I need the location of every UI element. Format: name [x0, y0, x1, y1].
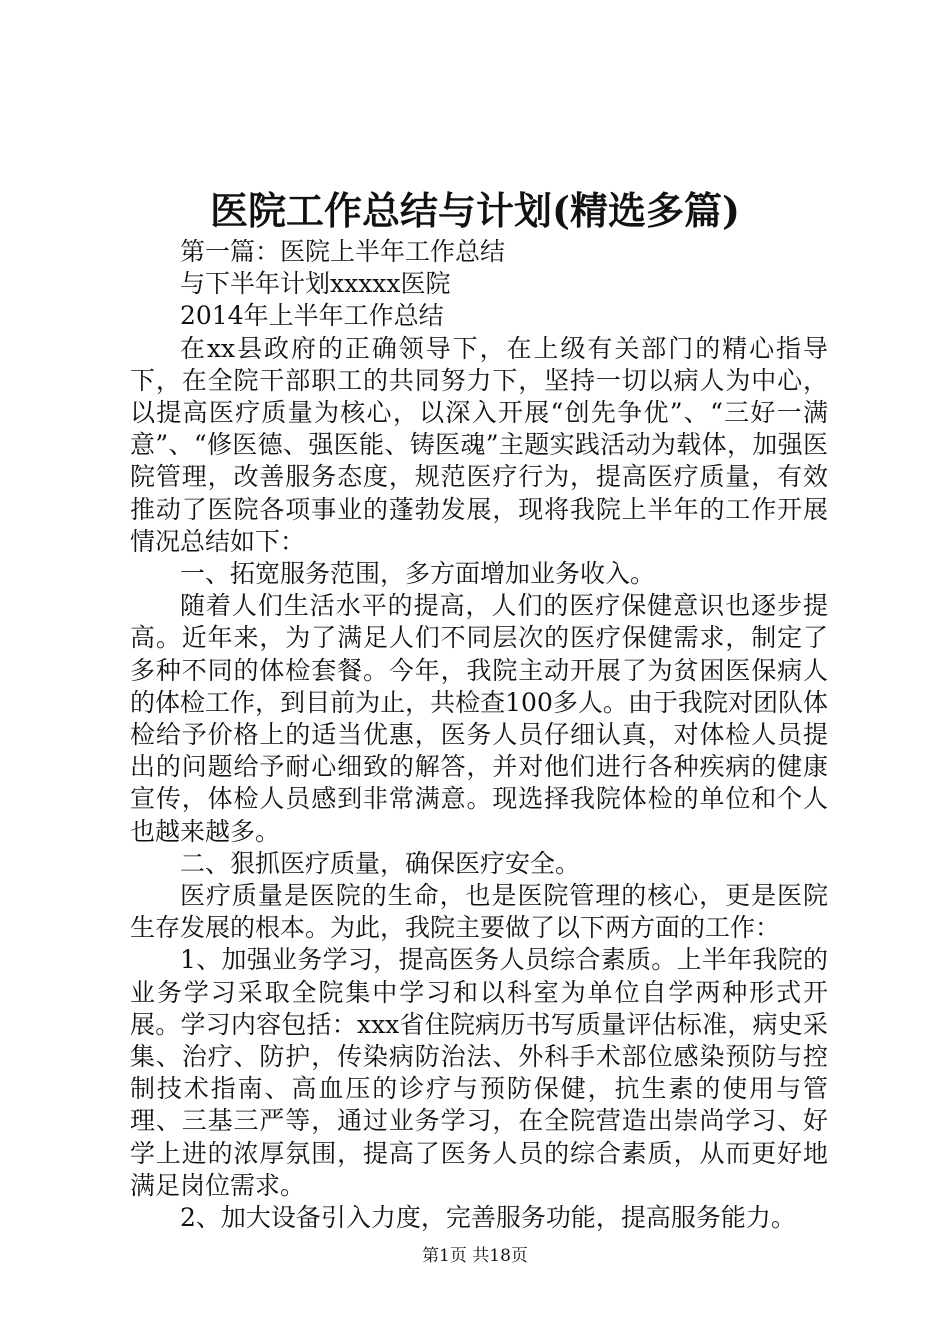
paragraph-section-1: 随着人们生活水平的提高，人们的医疗保健意识也逐步提高。近年来，为了满足人们不同层次的医疗保健需求，制定了多种不同的体检套餐。今年，我院主动开展了为贫困医保病人的体检工作，到目前为止，共检查100多人。由于我院对团队体检给予价格上的适当优惠，医务人员仔细认真，对体检人员提出的问题给予耐心细致的解答，并对他们进行各种疾病的健康宣传，体检人员感到非常满意。现选择我院体检的单位和个人也越来越多。	[130, 591, 828, 846]
paragraph-heading-3: 2014年上半年工作总结	[180, 301, 444, 331]
paragraph-section-2: 医疗质量是医院的生命，也是医院管理的核心，更是医院生存发展的根本。为此，我院主要做了以下两方面的工作：	[130, 881, 828, 943]
paragraph-heading-2: 与下半年计划xxxxx医院	[180, 269, 451, 299]
paragraph-item-1: 1、加强业务学习，提高医务人员综合素质。上半年我院的业务学习采取全院集中学习和以科室为单位自学两种形式开展。学习内容包括：xxx省住院病历书写质量评估标准，病史采集、治疗、防护，传染病防治法、外科手术部位感染预防与控制技术指南、高血压的诊疗与预防保健，抗生素的使用与管理、三基三严等，通过业务学习，在全院营造出崇尚学习、好学上进的浓厚氛围，提高了医务人员的综合素质，从而更好地满足岗位需求。	[130, 945, 828, 1200]
page-footer: 第1页 共18页	[422, 1246, 528, 1266]
paragraph-intro: 在xx县政府的正确领导下，在上级有关部门的精心指导下，在全院干部职工的共同努力下，坚持一切以病人为中心，以提高医疗质量为核心，以深入开展“创先争优”、“三好一满意”、“修医德、强医能、铸医魂”主题实践活动为载体，加强医院管理，改善服务态度，规范医疗行为，提高医疗质量，有效推动了医院各项事业的蓬勃发展，现将我院上半年的工作开展情况总结如下：	[130, 333, 828, 556]
paragraph-item-2: 2、加大设备引入力度，完善服务功能，提高服务能力。	[180, 1203, 796, 1233]
document-body	[130, 236, 828, 1234]
paragraph-heading-1: 第一篇：医院上半年工作总结	[180, 237, 506, 266]
section-heading-1: 一、拓宽服务范围，多方面增加业务收入。	[180, 559, 656, 589]
section-heading-2: 二、狠抓医疗质量，确保医疗安全。	[180, 848, 581, 878]
document-title: 医院工作总结与计划(精选多篇)	[210, 188, 740, 233]
